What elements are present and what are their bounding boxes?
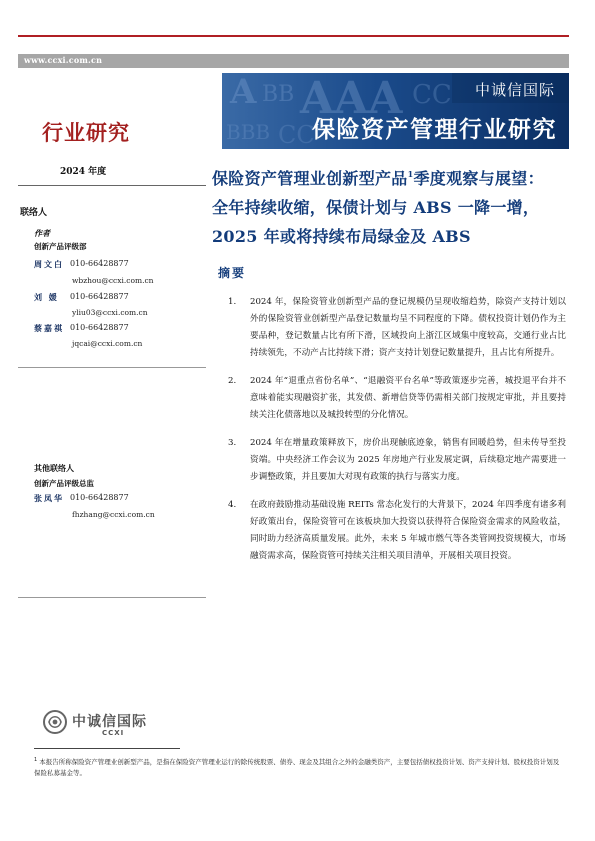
divider [18,597,206,598]
author-label: 作者 [34,229,50,238]
summary-list [226,294,566,576]
svg-text:BBB: BBB [226,120,271,144]
item-number: 4. [228,500,237,510]
abstract-label: 摘要 [218,266,247,280]
other-contact-title: 创新产品评级总监 [34,479,94,488]
contact-email[interactable]: wbzhou@ccxi.com.cn [72,276,154,285]
contact-name: 周文白 [34,260,64,269]
list-item [226,497,566,565]
company-logo [42,707,192,739]
heading-line-2: 全年持续收缩，保债计划与 ABS 一降一增， [212,198,540,217]
heading-line-1-tail: 季度观察与展望： [413,169,544,188]
footnote-text: 本报告所称保险资产管理业创新型产品，是指在保险资产管理业运行的除传统股票、债券、现金及其组合之外的金融类资产，主要包括债权投资计划、资产支持计划、股权投资计划及保险私募基金等。 [34,758,560,777]
list-item [226,435,566,486]
heading-line-1 [212,160,572,193]
footnote-marker: 1 [407,169,414,179]
contact-phone: 010-66428877 [70,259,129,268]
contact-email[interactable]: jqcai@ccxi.com.cn [72,339,143,348]
divider [18,367,206,368]
item-text: 2024 年，保险资管业创新型产品的登记规模仍呈现收缩趋势，除资产支持计划以外的保险资管业创新型产品登记数量均呈不同程度的下降。债权投资计划仍作为主要品种，登记数量占比有所下滑，区域投向上浙江区域集中度较高，交通行业占比持续领先，不动产占比持续下滑；资产支持计划登记数量提升，且占比有所提升。 [250,297,566,358]
heading-line-3: 2025 年或将持续布局绿金及 ABS [212,227,471,246]
list-item [226,373,566,424]
heading-line-1-text: 保险资产管理业创新型产品 [212,169,408,188]
footnote-rule [34,748,180,749]
list-item [226,294,566,362]
footnote [34,755,564,779]
contact-name: 蔡嘉祺 [34,324,64,333]
report-heading [212,160,572,251]
ccxi-logo-icon [42,707,70,737]
contact-name: 张凤华 [34,494,64,503]
svg-text:AAA: AAA [300,73,403,124]
author-department: 创新产品评级部 [34,242,87,251]
website-url[interactable]: www.ccxi.com.cn [24,55,103,65]
svg-text:CC: CC [412,80,452,110]
other-contacts-label: 其他联络人 [34,464,74,473]
item-text: 2024 年“退重点省份名单”、“退融资平台名单”等政策逐步完善，城投退平台并不意味着能实现融资扩张，其发债、新增信贷等仍需相关部门按规定审批，并且要持续关注化债落地以及城投转型的分化情况。 [250,376,566,420]
contact-phone: 010-66428877 [70,323,129,332]
svg-text:CC: CC [278,121,315,149]
item-text: 2024 年在增量政策释放下，房价出现触底迹象，销售有回暖趋势，但未传导至投资端。中央经济工作会议为 2025 年房地产行业发展定调，后续稳定地产需要进一步调整政策，并且要加大对现有政策的执行与落实力度。 [250,438,566,482]
divider [18,185,206,186]
contact-phone: 010-66428877 [70,292,129,301]
logo-subtext: CCXI [102,729,125,737]
item-number: 3. [228,438,237,448]
item-number: 2. [228,376,237,386]
brand-name: 中诚信国际 [474,81,555,99]
report-year [34,164,204,177]
contacts-label: 联络人 [20,208,48,218]
contact-email[interactable]: fhzhang@ccxi.com.cn [72,510,155,519]
report-year-text: 2024 年度 [60,167,107,177]
header-banner [222,73,569,149]
contact-name: 刘 媛 [34,293,59,302]
footnote-number: 1 [34,757,38,763]
contact-phone: 010-66428877 [70,493,129,502]
logo-text: 中诚信国际 [72,714,147,730]
top-rule [18,35,569,37]
url-bar [18,54,569,68]
contact-email[interactable]: yliu03@ccxi.com.cn [72,308,148,317]
section-title: 行业研究 [42,121,130,145]
item-text: 在政府鼓励推动基础设施 REITs 常态化发行的大背景下，2024 年四季度有诸多利好政策出台，保险资管可在该板块加大投资以获得符合保险资金需求的风险收益，同时助力经济高质量发展。此外，未来 5 年城市燃气等各类管网投资规模大，市场融资需求高，保险资管可持续关注相关项目清单，开展相关项目投资。 [250,500,566,561]
svg-text:A: A [230,73,257,112]
svg-text:BB: BB [262,82,295,107]
item-number: 1. [228,297,237,307]
banner-title: 保险资产管理行业研究 [312,117,557,143]
